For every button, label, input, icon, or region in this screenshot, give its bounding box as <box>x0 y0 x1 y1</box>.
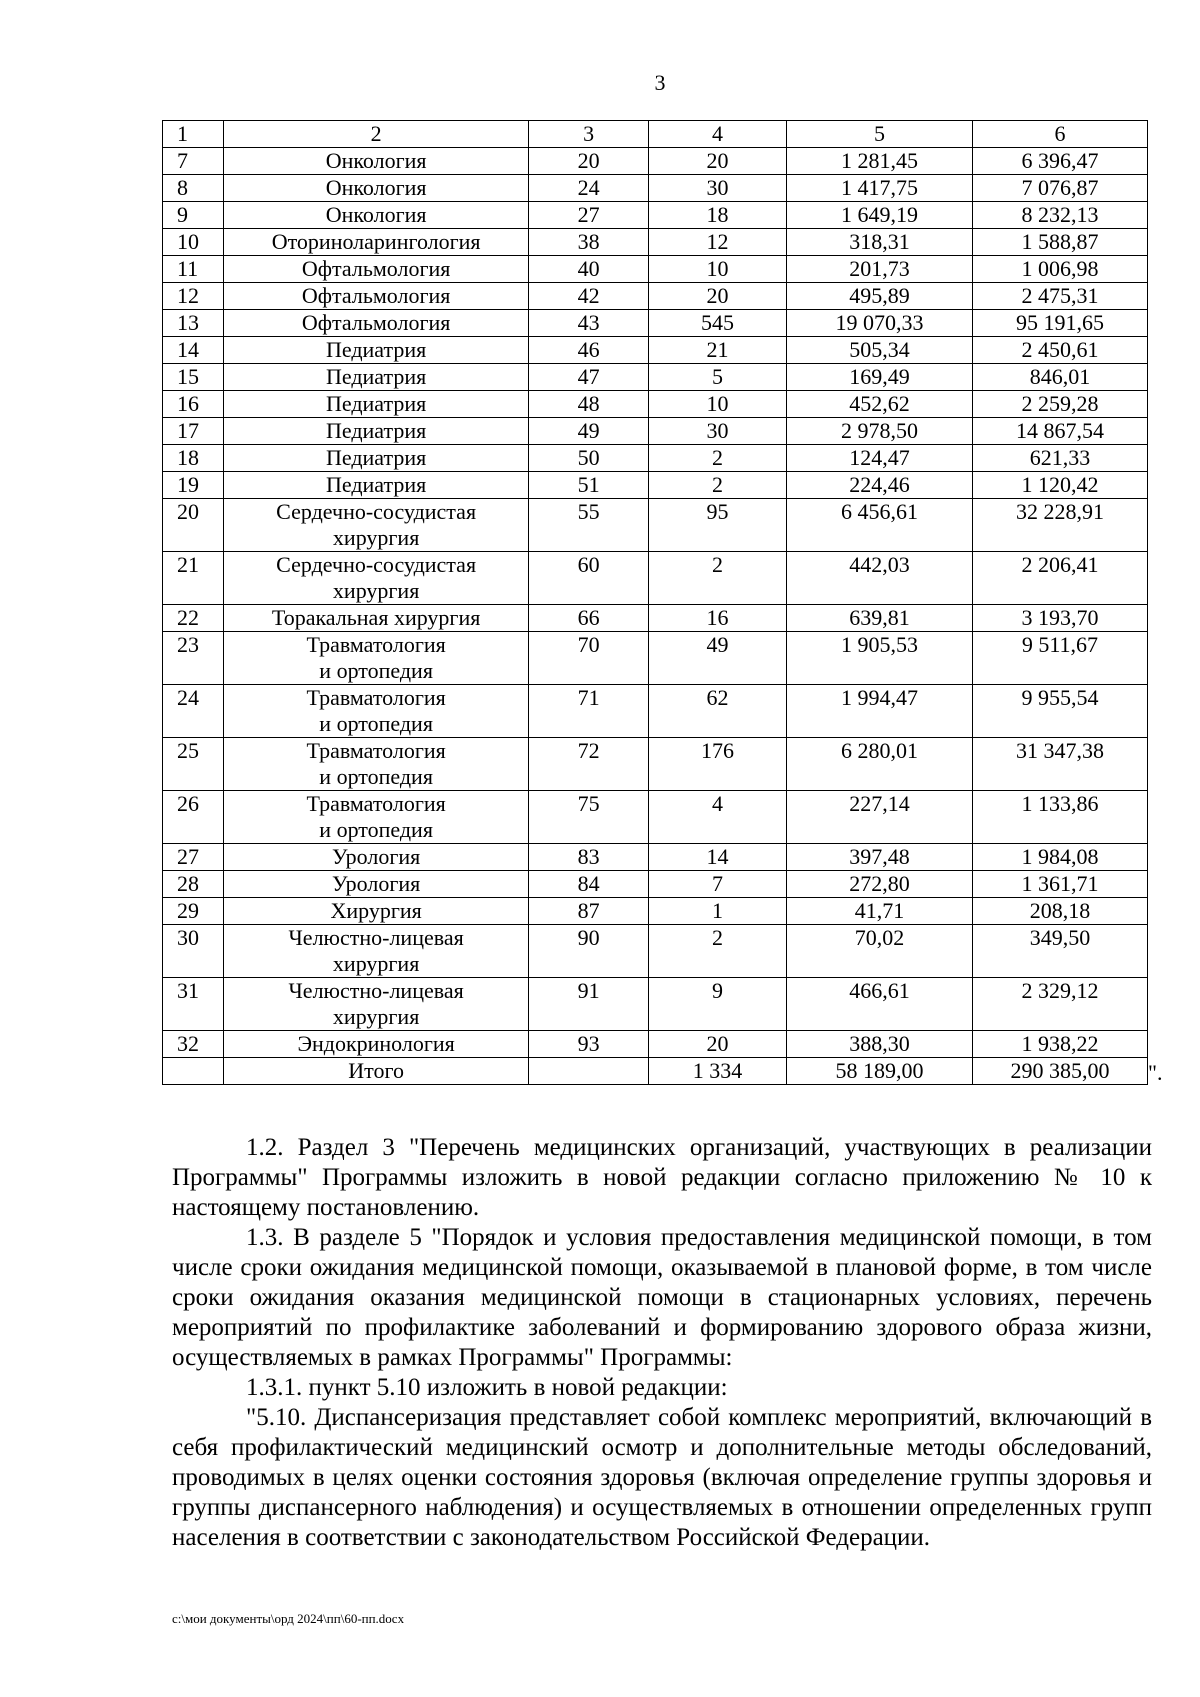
table-cell-col3: 38 <box>529 229 649 256</box>
table-cell-col5: 495,89 <box>787 283 973 310</box>
table-cell-col6: 290 385,00 <box>972 1058 1147 1085</box>
table-cell-col2: Травматология и ортопедия <box>223 632 529 685</box>
table-cell-col5: 124,47 <box>787 445 973 472</box>
table-row <box>163 605 1148 632</box>
file-path-footer: c:\мои документы\орд 2024\пп\60-пп.docx <box>172 1611 405 1626</box>
table-cell-col6: 9 955,54 <box>972 685 1147 738</box>
table-cell-col3: 55 <box>529 499 649 552</box>
data-table <box>162 120 1148 1085</box>
table-cell-col4: 545 <box>648 310 786 337</box>
table-cell-col6: 2 259,28 <box>972 391 1147 418</box>
table-cell-col4: 49 <box>648 632 786 685</box>
table-cell-col5: 6 280,01 <box>787 738 973 791</box>
table-cell-col5: 41,71 <box>787 898 973 925</box>
table-row <box>163 925 1148 978</box>
table-cell-col1: 9 <box>163 202 224 229</box>
table-row <box>163 229 1148 256</box>
table-cell-col6: 621,33 <box>972 445 1147 472</box>
table-cell-col2: Педиатрия <box>223 391 529 418</box>
table-row <box>163 202 1148 229</box>
table-cell-col2: Челюстно-лицевая хирургия <box>223 925 529 978</box>
table-row <box>163 1031 1148 1058</box>
table-row <box>163 472 1148 499</box>
table-cell-col1: 8 <box>163 175 224 202</box>
table-row <box>163 283 1148 310</box>
table-cell-col4: 2 <box>648 925 786 978</box>
table-cell-col3: 75 <box>529 791 649 844</box>
table-cell-col6: 208,18 <box>972 898 1147 925</box>
table-cell-col5: 466,61 <box>787 978 973 1031</box>
table-cell-col5: 397,48 <box>787 844 973 871</box>
table-cell-col3 <box>529 1058 649 1085</box>
table-cell-col3: 66 <box>529 605 649 632</box>
table-cell-col5: 318,31 <box>787 229 973 256</box>
table-cell-col1: 28 <box>163 871 224 898</box>
table-cell-col6: 32 228,91 <box>972 499 1147 552</box>
table-cell-col4: 20 <box>648 148 786 175</box>
table-cell-col5: 70,02 <box>787 925 973 978</box>
table-cell-col5: 227,14 <box>787 791 973 844</box>
table-cell-col4: 2 <box>648 552 786 605</box>
table-row <box>163 337 1148 364</box>
table-cell-col5: 1 417,75 <box>787 175 973 202</box>
table-cell-col1: 29 <box>163 898 224 925</box>
table-cell-col2: Итого <box>223 1058 529 1085</box>
table-row <box>163 445 1148 472</box>
table-cell-col6: 3 193,70 <box>972 605 1147 632</box>
table-cell-col2: Онкология <box>223 202 529 229</box>
table-cell-col2: Эндокринология <box>223 1031 529 1058</box>
table-cell-col2: Оториноларингология <box>223 229 529 256</box>
table-cell-col4: 21 <box>648 337 786 364</box>
table-cell-col2: Педиатрия <box>223 364 529 391</box>
table-cell-col4: 18 <box>648 202 786 229</box>
table-cell-col5: 1 905,53 <box>787 632 973 685</box>
table-row <box>163 148 1148 175</box>
table-cell-col4: 10 <box>648 256 786 283</box>
table-cell-col5: 639,81 <box>787 605 973 632</box>
table-cell-col1: 17 <box>163 418 224 445</box>
table-cell-col5: 5 <box>787 121 973 148</box>
table-cell-col2: Урология <box>223 844 529 871</box>
table-cell-col4: 16 <box>648 605 786 632</box>
table-cell-col2: Офтальмология <box>223 256 529 283</box>
table-cell-col1: 30 <box>163 925 224 978</box>
table-cell-col4: 30 <box>648 175 786 202</box>
table-cell-col3: 91 <box>529 978 649 1031</box>
table-cell-col1: 20 <box>163 499 224 552</box>
table-cell-col1: 27 <box>163 844 224 871</box>
table-cell-col6: 8 232,13 <box>972 202 1147 229</box>
table-cell-col1: 1 <box>163 121 224 148</box>
table-cell-col2: Челюстно-лицевая хирургия <box>223 978 529 1031</box>
table-cell-col3: 51 <box>529 472 649 499</box>
body-text <box>172 1133 1152 1553</box>
table-cell-col4: 12 <box>648 229 786 256</box>
table-cell-col6: 1 006,98 <box>972 256 1147 283</box>
table-cell-col6: 7 076,87 <box>972 175 1147 202</box>
table-cell-col6: 1 588,87 <box>972 229 1147 256</box>
table-cell-col6: 1 133,86 <box>972 791 1147 844</box>
table-cell-col5: 1 994,47 <box>787 685 973 738</box>
table-cell-col4: 1 <box>648 898 786 925</box>
table-cell-col3: 46 <box>529 337 649 364</box>
table-cell-col4: 10 <box>648 391 786 418</box>
table-cell-col1: 14 <box>163 337 224 364</box>
table-cell-col3: 43 <box>529 310 649 337</box>
table-cell-col1: 11 <box>163 256 224 283</box>
table-cell-col1: 10 <box>163 229 224 256</box>
table-cell-col3: 71 <box>529 685 649 738</box>
table-cell-col5: 201,73 <box>787 256 973 283</box>
table-cell-col2: Педиатрия <box>223 472 529 499</box>
table-cell-col3: 47 <box>529 364 649 391</box>
paragraph: 1.3. В разделе 5 "Порядок и условия предоставления медицинской помощи, в том числе сроки ожидания медицинской помощи, оказываемой в плановой форме, в том числе сроки ожидания оказания медицинской помощи в стационарных условиях, перечень мероприятий по профилактике заболеваний и формированию здорового образа жизни, осуществляемых в рамках Программы" Программы: <box>172 1224 1152 1371</box>
table-row <box>163 552 1148 605</box>
table-row <box>163 256 1148 283</box>
table-body <box>163 121 1148 1085</box>
table-cell-col5: 58 189,00 <box>787 1058 973 1085</box>
table-row <box>163 632 1148 685</box>
table-cell-col1: 26 <box>163 791 224 844</box>
table-closing-quote: ". <box>1148 1059 1163 1085</box>
table-cell-col3: 20 <box>529 148 649 175</box>
table-cell-col4: 62 <box>648 685 786 738</box>
table-cell-col4: 4 <box>648 791 786 844</box>
table-cell-col4: 4 <box>648 121 786 148</box>
table-cell-col6: 6 <box>972 121 1147 148</box>
table-cell-col1: 23 <box>163 632 224 685</box>
table-cell-col5: 169,49 <box>787 364 973 391</box>
table-cell-col1: 19 <box>163 472 224 499</box>
table-cell-col1: 31 <box>163 978 224 1031</box>
table-cell-col5: 1 281,45 <box>787 148 973 175</box>
table-cell-col2: Травматология и ортопедия <box>223 685 529 738</box>
table-cell-col3: 42 <box>529 283 649 310</box>
table-cell-col2: Онкология <box>223 175 529 202</box>
table-cell-col6: 6 396,47 <box>972 148 1147 175</box>
table-cell-col1: 12 <box>163 283 224 310</box>
table-cell-col6: 1 361,71 <box>972 871 1147 898</box>
table-cell-col5: 505,34 <box>787 337 973 364</box>
table-cell-col2: Офтальмология <box>223 310 529 337</box>
table-cell-col1: 15 <box>163 364 224 391</box>
table-row <box>163 310 1148 337</box>
table-cell-col1: 16 <box>163 391 224 418</box>
paragraph: "5.10. Диспансеризация представляет собой комплекс мероприятий, включающий в себя профилактический медицинский осмотр и дополнительные методы обследований, проводимых в целях оценки состояния здоровья (включая определение группы здоровья и группы диспансерного наблюдения) и осуществляемых в отношении определенных групп населения в соответствии с законодательством Российской Федерации. <box>172 1404 1152 1551</box>
table-cell-col5: 6 456,61 <box>787 499 973 552</box>
table-cell-col1: 22 <box>163 605 224 632</box>
table-cell-col3: 90 <box>529 925 649 978</box>
table-cell-col5: 272,80 <box>787 871 973 898</box>
table-row <box>163 898 1148 925</box>
table-cell-col6: 1 120,42 <box>972 472 1147 499</box>
table-cell-col2: Педиатрия <box>223 337 529 364</box>
table-cell-col6: 846,01 <box>972 364 1147 391</box>
table-cell-col3: 72 <box>529 738 649 791</box>
table-cell-col5: 452,62 <box>787 391 973 418</box>
table-cell-col2: Торакальная хирургия <box>223 605 529 632</box>
table-cell-col4: 30 <box>648 418 786 445</box>
table-cell-col4: 9 <box>648 978 786 1031</box>
table-row <box>163 175 1148 202</box>
table-cell-col5: 388,30 <box>787 1031 973 1058</box>
table-cell-col3: 49 <box>529 418 649 445</box>
table-cell-col3: 87 <box>529 898 649 925</box>
table-cell-col6: 2 450,61 <box>972 337 1147 364</box>
table-cell-col6: 9 511,67 <box>972 632 1147 685</box>
table-row <box>163 978 1148 1031</box>
table-cell-col3: 50 <box>529 445 649 472</box>
table-cell-col2: Травматология и ортопедия <box>223 738 529 791</box>
table-cell-col2: Педиатрия <box>223 445 529 472</box>
table-total-row <box>163 1058 1148 1085</box>
table-row <box>163 499 1148 552</box>
table-cell-col5: 442,03 <box>787 552 973 605</box>
table-cell-col6: 14 867,54 <box>972 418 1147 445</box>
table-cell-col6: 2 206,41 <box>972 552 1147 605</box>
table-cell-col6: 31 347,38 <box>972 738 1147 791</box>
table-cell-col6: 1 938,22 <box>972 1031 1147 1058</box>
table-cell-col2: Сердечно-сосудистая хирургия <box>223 499 529 552</box>
table-cell-col4: 14 <box>648 844 786 871</box>
table-cell-col3: 48 <box>529 391 649 418</box>
table-cell-col6: 349,50 <box>972 925 1147 978</box>
table-cell-col1: 25 <box>163 738 224 791</box>
table-cell-col1: 13 <box>163 310 224 337</box>
table-cell-col3: 93 <box>529 1031 649 1058</box>
table-cell-col4: 1 334 <box>648 1058 786 1085</box>
table-cell-col3: 3 <box>529 121 649 148</box>
table-row <box>163 685 1148 738</box>
table-row <box>163 418 1148 445</box>
table-cell-col2: Сердечно-сосудистая хирургия <box>223 552 529 605</box>
table-row <box>163 844 1148 871</box>
table-cell-col4: 5 <box>648 364 786 391</box>
table-row <box>163 871 1148 898</box>
page-number: 3 <box>654 70 666 95</box>
table-cell-col2: 2 <box>223 121 529 148</box>
table-cell-col2: Хирургия <box>223 898 529 925</box>
table-cell-col4: 20 <box>648 1031 786 1058</box>
table-cell-col1: 24 <box>163 685 224 738</box>
table-header-row <box>163 121 1148 148</box>
table-cell-col2: Травматология и ортопедия <box>223 791 529 844</box>
table-cell-col4: 95 <box>648 499 786 552</box>
table-cell-col4: 7 <box>648 871 786 898</box>
table-cell-col1: 21 <box>163 552 224 605</box>
table-cell-col1 <box>163 1058 224 1085</box>
table-container <box>162 120 1148 1085</box>
table-cell-col3: 40 <box>529 256 649 283</box>
table-cell-col3: 84 <box>529 871 649 898</box>
table-cell-col4: 176 <box>648 738 786 791</box>
table-cell-col3: 60 <box>529 552 649 605</box>
table-cell-col6: 2 475,31 <box>972 283 1147 310</box>
table-cell-col6: 2 329,12 <box>972 978 1147 1031</box>
table-cell-col5: 2 978,50 <box>787 418 973 445</box>
paragraph: 1.2. Раздел 3 "Перечень медицинских организаций, участвующих в реализации Программы" Программы изложить в новой редакции согласно приложению № 10 к настоящему постановлению. <box>172 1134 1152 1221</box>
table-cell-col4: 2 <box>648 445 786 472</box>
table-cell-col3: 27 <box>529 202 649 229</box>
table-cell-col3: 24 <box>529 175 649 202</box>
table-cell-col5: 19 070,33 <box>787 310 973 337</box>
table-cell-col5: 1 649,19 <box>787 202 973 229</box>
table-cell-col1: 32 <box>163 1031 224 1058</box>
paragraph: 1.3.1. пункт 5.10 изложить в новой редакции: <box>246 1374 728 1401</box>
table-row <box>163 391 1148 418</box>
table-row <box>163 791 1148 844</box>
table-cell-col2: Онкология <box>223 148 529 175</box>
table-cell-col4: 2 <box>648 472 786 499</box>
table-cell-col6: 1 984,08 <box>972 844 1147 871</box>
table-cell-col2: Педиатрия <box>223 418 529 445</box>
table-cell-col6: 95 191,65 <box>972 310 1147 337</box>
table-cell-col1: 7 <box>163 148 224 175</box>
table-cell-col4: 20 <box>648 283 786 310</box>
table-cell-col2: Офтальмология <box>223 283 529 310</box>
table-cell-col2: Урология <box>223 871 529 898</box>
table-cell-col1: 18 <box>163 445 224 472</box>
table-cell-col5: 224,46 <box>787 472 973 499</box>
table-cell-col3: 83 <box>529 844 649 871</box>
table-cell-col3: 70 <box>529 632 649 685</box>
table-row <box>163 364 1148 391</box>
table-row <box>163 738 1148 791</box>
